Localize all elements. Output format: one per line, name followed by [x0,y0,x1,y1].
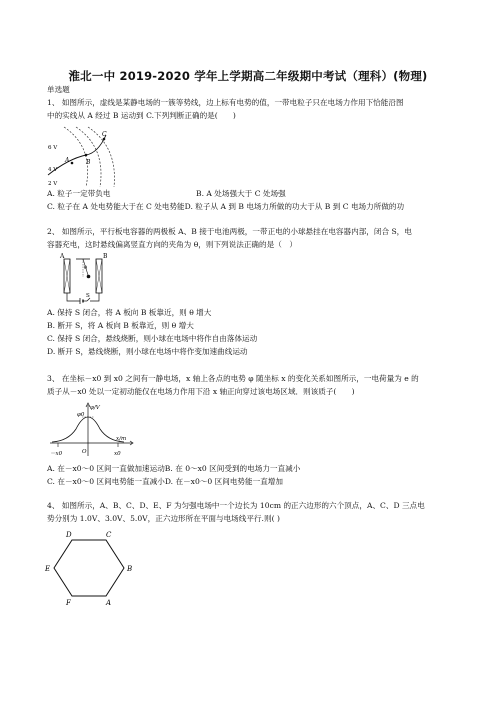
q3-fig-pos-x: x0 [114,451,121,457]
q1-fig-label-6v: 6 V [48,145,58,151]
q3-stem-line2: 质子从－x0 处以一定初动能仅在电场力作用下沿 x 轴正向穿过该电场区域．则该质子( ) [47,387,355,396]
q3-option-cd: C. 在－x0～0 区间电势能一直减小D. 在－x0～0 区间电势能一直增加 [47,477,283,486]
q1-option-a: A. 粒子一定带负电 [47,189,111,198]
q3-fig-origin: O [82,449,87,455]
q4-fig-label-f: F [66,599,71,607]
q1-stem-line2: 中的实线从 A 经过 B 运动到 C.下列判断正确的是( ) [47,111,236,120]
q2-stem-line1: 2、 如图所示，平行板电容器的两极板 A、B 接于电池两极，一带正电的小球悬挂在电容器内部，闭合 S，电 [47,227,412,236]
q1-stem-line1: 1、 如图所示，虚线是某静电场的一簇等势线，边上标有电势的值，一带电粒子只在电场力作用下恰能沿图 [47,98,404,107]
q4-stem-line2: 势分别为 1.0V、3.0V、5.0V，正六边形所在平面与电场线平行.则( ) [47,514,280,523]
q2-option-a: A. 保持 S 闭合，将 A 板向 B 板靠近，则 θ 增大 [47,308,212,317]
q2-option-d: D. 断开 S，悬线烧断，则小球在电场中将作变加速曲线运动 [47,347,248,356]
q4-fig-label-d: D [66,531,72,539]
q3-potential-graph [46,401,138,459]
q3-fig-neg-x: －x0 [50,451,63,457]
q3-fig-y-tick: φ0 [77,412,85,418]
q4-fig-label-b: B [127,565,133,573]
q1-fig-label-b: B [86,159,91,166]
q1-equipotential-figure [46,125,124,187]
q4-fig-label-c: C [106,531,112,539]
q1-fig-label-2v: 2 V [48,181,58,187]
q4-stem-line1: 4、 如图所示，A、B、C、D、E、F 为匀强电场中一个边长为 10cm 的正六边形的六个顶点，A、C、D 三点电 [47,501,425,510]
q3-stem-line1: 3、 在坐标－x0 到 x0 之间有一静电场，x 轴上各点的电势 φ 随坐标 x 的变化关系如图所示，一电荷量为 e 的 [47,374,419,383]
q2-fig-label-b: B [103,253,108,260]
q1-fig-label-c: C [102,131,107,138]
q2-option-b: B. 断开 S，将 A 板向 B 板靠近，则 θ 增大 [47,321,194,330]
q1-option-cd: C. 粒子在 A 处电势能大于在 C 处电势能D. 粒子从 A 到 B 电场力所做的功大于从 B 到 C 电场力所做的功 [47,202,405,211]
q2-fig-label-a: A [60,253,65,260]
q3-fig-ylabel: φ/V [90,405,100,411]
q4-fig-label-e: E [45,565,51,573]
page-title: 淮北一中 2019-2020 学年上学期高二年级期中考试（理科）(物理) [68,69,428,83]
q2-option-c: C. 保持 S 闭合，悬线烧断，则小球在电场中将作自由落体运动 [47,334,258,343]
q2-capacitor-figure [56,253,116,305]
q4-fig-label-a: A [106,599,112,607]
q1-fig-label-a: A [65,157,70,164]
section-label: 单选题 [47,85,70,94]
q3-fig-xlabel: x/m [116,436,127,442]
q2-stem-line2: 容器充电，这时悬线偏离竖直方向的夹角为 θ，则下列说法正确的是（ ） [47,240,297,249]
q2-fig-label-theta: θ [84,265,88,271]
q1-fig-label-4v: 4 V [48,167,58,173]
q1-option-b: B. A 处场强大于 C 处场强 [196,189,286,198]
q4-hexagon-figure [44,528,144,608]
q3-option-ab: A. 在－x0～0 区间一直做加速运动B. 在 0～x0 区间受到的电场力一直减小 [47,464,301,473]
q2-fig-label-s: S [86,293,90,299]
